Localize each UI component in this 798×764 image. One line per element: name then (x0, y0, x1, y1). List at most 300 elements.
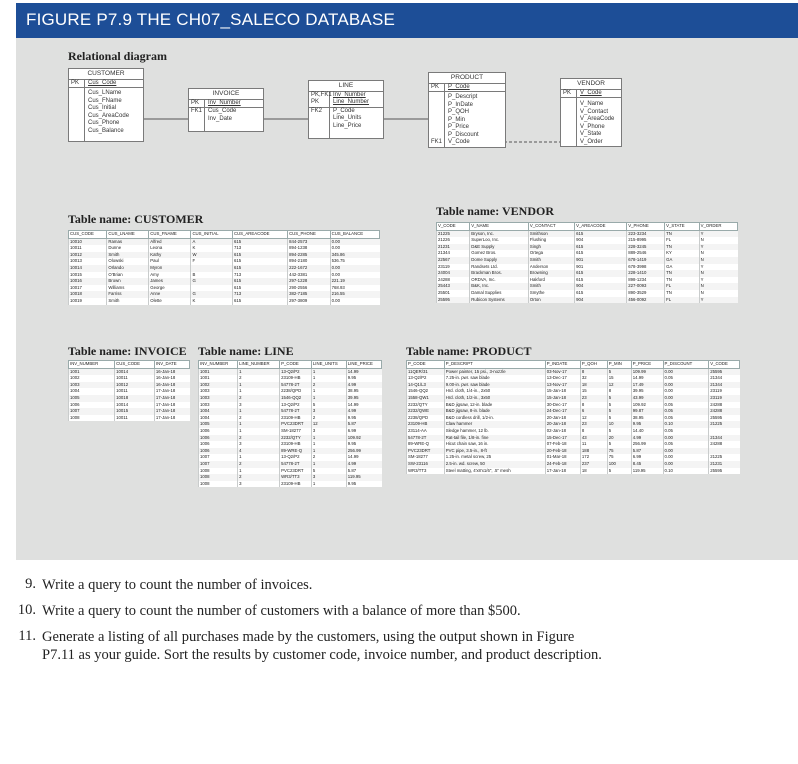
table-header-row (437, 223, 738, 231)
attr: V_AreaCode (580, 116, 615, 122)
table-row (199, 395, 382, 402)
table-cell: 290-2556 (288, 285, 331, 292)
column-header: CUS_PHONE (288, 231, 331, 239)
table-row (199, 468, 382, 475)
table-cell: FL (665, 297, 700, 304)
table-cell: James (149, 278, 191, 285)
table-cell: 23109-HB (280, 375, 312, 382)
table-row (199, 415, 382, 422)
table-cell: 89-WRE-Q (407, 441, 445, 448)
table-cell: 0.00 (330, 298, 379, 305)
table-cell: 20 (607, 435, 631, 442)
table-row (437, 283, 738, 290)
table-cell: 10019 (69, 298, 107, 305)
table-cell: ORDVA, Inc. (470, 277, 529, 284)
column-header: CUS_INITIAL (191, 231, 232, 239)
table-cell: 0.05 (663, 375, 709, 382)
table-cell: 39.95 (346, 395, 381, 402)
table-cell: 5 (607, 428, 631, 435)
table-cell: 615 (232, 238, 287, 245)
column-header: LINE_PRICE (346, 361, 381, 369)
table-cell: 894-2285 (288, 252, 331, 259)
question-text: Write a query to count the number of invoices. (42, 577, 313, 593)
attr: V_State (580, 131, 602, 137)
column-header: LINE_NUMBER (238, 361, 280, 369)
question-number: 11. (18, 628, 36, 644)
attr: P_QOH (448, 109, 470, 115)
table-cell: Olowski (107, 258, 149, 265)
table-row (407, 468, 740, 475)
table-cell: 615 (232, 285, 287, 292)
table-cell: TN (665, 270, 700, 277)
table-row (407, 441, 740, 448)
table-cell: SM-18277 (407, 454, 445, 461)
table-cell: 39.95 (631, 388, 663, 395)
table-row (199, 435, 382, 442)
table-cell: Hicut chain saw, 16 in. (444, 441, 545, 448)
table-row (437, 244, 738, 251)
table-cell: 1002 (199, 382, 238, 389)
table-cell: 1 (238, 468, 280, 475)
table-cell: 3 (238, 441, 280, 448)
column-header: P_CODE (280, 361, 312, 369)
table-cell: 109.92 (631, 402, 663, 409)
table-cell: 844-2573 (288, 238, 331, 245)
table-cell: 1003 (199, 395, 238, 402)
table-cell: Alfred (149, 238, 191, 245)
table-cell: 1 (238, 421, 280, 428)
table-header-row (199, 361, 382, 369)
table-cell: 1007 (69, 408, 115, 415)
table-cell: 5 (311, 468, 346, 475)
table-cell: 119.95 (346, 474, 381, 481)
table-cell: 24288 (709, 402, 740, 409)
table-cell: 4.99 (346, 382, 381, 389)
table-cell: 14-Q1/L3 (407, 382, 445, 389)
table-cell: 6.99 (346, 428, 381, 435)
table-cell: 89-WRE-Q (280, 448, 312, 455)
table-row (199, 408, 382, 415)
attr: Cus_Balance (88, 127, 124, 134)
entity-vendor (560, 78, 622, 147)
pk-label: PK (69, 80, 85, 88)
table-cell: 0.00 (663, 395, 709, 402)
table-cell: 23109-HB (280, 481, 312, 488)
table-cell: 382-7185 (288, 291, 331, 298)
table-cell: 256.99 (346, 448, 381, 455)
table-cell: 615 (575, 250, 627, 257)
table-cell: 1 (311, 441, 346, 448)
table-row (407, 415, 740, 422)
question-number: 9. (25, 576, 36, 592)
table-row (69, 298, 380, 305)
column-header: V_CODE (709, 361, 740, 369)
figure-header (16, 3, 798, 38)
table-cell: Singh (528, 244, 574, 251)
table-cell: SW-23116 (407, 461, 445, 468)
table-cell: Flushing (528, 237, 574, 244)
table-cell: 1 (311, 448, 346, 455)
table-cell: Brown (107, 278, 149, 285)
table-cell: 215-8995 (627, 237, 665, 244)
table-cell: 1008 (69, 415, 115, 422)
table-cell: 1002 (69, 375, 115, 382)
table-row (199, 402, 382, 409)
table-cell: 1001 (199, 368, 238, 375)
table-cell: GA (665, 257, 700, 264)
table-cell: 23109-HB (407, 421, 445, 428)
table-cell: 10013 (69, 258, 107, 265)
table-cell: Randsets Ltd. (470, 264, 529, 271)
table-cell: 10012 (69, 252, 107, 259)
table-cell: Hakford (528, 277, 574, 284)
table-cell: 1 (238, 382, 280, 389)
table-cell: 25501 (437, 290, 470, 297)
entity-name: VENDOR (561, 79, 621, 90)
table-header-row (407, 361, 740, 369)
table-cell: 24288 (437, 277, 470, 284)
table-cell: 3 (238, 481, 280, 488)
table-cell: 21231 (437, 244, 470, 251)
table-cell: 10 (607, 421, 631, 428)
question-number: 10. (17, 602, 36, 618)
table-cell: Smith (528, 257, 574, 264)
table-cell: Steel matting, 4'x8'x1/6", .5" mesh (444, 468, 545, 475)
table-cell: 23109-HB (280, 441, 312, 448)
attr: V_Phone (580, 123, 605, 130)
table-cell: 678-1419 (627, 257, 665, 264)
attr: V_Order (580, 138, 603, 145)
table-row (69, 408, 190, 415)
table-cell: 1005 (69, 395, 115, 402)
pk-attr: Inv_Number Line_Number (333, 91, 370, 105)
table-row (199, 474, 382, 481)
table-cell: 13-Nov-17 (545, 382, 580, 389)
table-cell: 20-Jan-18 (545, 421, 580, 428)
column-header: V_STATE (665, 223, 700, 231)
table-cell: Y (699, 297, 737, 304)
table-cell: N (699, 290, 737, 297)
table-cell: 6.99 (631, 454, 663, 461)
attr: P_Code (333, 107, 355, 114)
table-cell: 1546-QQ2 (280, 395, 312, 402)
table-cell: SM-18277 (280, 428, 312, 435)
table-cell: B&D cordless drill, 1/2-in. (444, 415, 545, 422)
table-cell: 15 (607, 375, 631, 382)
attr: Cus_Initial (88, 105, 117, 111)
table-cell: Smythe (528, 290, 574, 297)
table-cell: 713 (232, 272, 287, 279)
table-cell: 5 (311, 402, 346, 409)
table-cell: 2.5-in. wd. screw, 50 (444, 461, 545, 468)
table-row (199, 448, 382, 455)
table-cell: 1 (238, 368, 280, 375)
table-cell: 11QER/31 (407, 368, 445, 375)
table-cell: 17-Jan-18 (154, 408, 189, 415)
table-cell: 25443 (437, 283, 470, 290)
table-cell: 1005 (199, 421, 238, 428)
column-header: LINE_UNITS (311, 361, 346, 369)
table-cell: 10011 (69, 245, 107, 252)
table-cell: 188 (580, 448, 607, 455)
table-cell: 536.75 (330, 258, 379, 265)
table-cell: 1006 (199, 428, 238, 435)
table-row (437, 277, 738, 284)
table-cell: 5 (607, 402, 631, 409)
customer-table-title: Table name: CUSTOMER (68, 212, 204, 226)
table-row (407, 428, 740, 435)
attr: Inv_Date (208, 115, 233, 122)
table-cell: 221.19 (330, 278, 379, 285)
table-cell: 9.95 (346, 415, 381, 422)
table-cell: 18 (580, 468, 607, 475)
table-row (407, 448, 740, 455)
table-cell: 1 (238, 408, 280, 415)
table-cell: 713 (232, 245, 287, 252)
table-cell: 10015 (69, 272, 107, 279)
table-row (407, 395, 740, 402)
table-cell: TN (665, 290, 700, 297)
table-cell: 4.99 (346, 408, 381, 415)
table-cell: 20-Jan-18 (545, 415, 580, 422)
table-cell: 4 (238, 448, 280, 455)
attr: P_Min (448, 116, 466, 123)
table-row (407, 375, 740, 382)
fk-label: FK1 (431, 139, 443, 145)
pk-attr: V_Code (580, 89, 602, 96)
table-cell (709, 448, 740, 455)
table-row (69, 238, 380, 245)
table-cell: 2232/QWE (407, 408, 445, 415)
table-cell: 23 (580, 421, 607, 428)
table-cell: 14.99 (346, 454, 381, 461)
table-cell: 54778-2T (407, 435, 445, 442)
table-row (69, 415, 190, 422)
table-cell: 14.40 (631, 428, 663, 435)
table-cell: 1 (311, 375, 346, 382)
table-cell: 13-Q2/P2 (280, 402, 312, 409)
table-cell: 3 (311, 474, 346, 481)
table-cell: PVC pipe, 3.5-in., 8-ft (444, 448, 545, 455)
table-cell: 904 (575, 283, 627, 290)
table-cell: 1008 (199, 468, 238, 475)
table-cell: 5 (607, 395, 631, 402)
pk-label: PK (429, 84, 445, 92)
table-cell: 38.95 (346, 388, 381, 395)
table-cell: 5 (607, 468, 631, 475)
table-cell: 15-Jan-18 (545, 388, 580, 395)
table-cell: 6 (580, 408, 607, 415)
table-cell: 1003 (199, 402, 238, 409)
attr: Cus_Phone (88, 120, 120, 126)
table-row (199, 382, 382, 389)
table-cell: 890-3529 (627, 290, 665, 297)
table-row (69, 278, 380, 285)
table-cell: 0.00 (663, 382, 709, 389)
table-cell: 0.00 (663, 388, 709, 395)
column-header: V_CODE (437, 223, 470, 231)
column-header: V_AREACODE (575, 223, 627, 231)
table-cell: SuperLoo, Inc. (470, 237, 529, 244)
column-header: INV_NUMBER (69, 361, 115, 369)
column-header: V_CONTACT (528, 223, 574, 231)
table-cell: 615 (232, 298, 287, 305)
table-cell: GA (665, 264, 700, 271)
table-row (69, 388, 190, 395)
table-row (69, 375, 190, 382)
vendor-table-title: Table name: VENDOR (436, 204, 555, 218)
table-cell: 1004 (199, 415, 238, 422)
column-header: V_NAME (470, 223, 529, 231)
table-cell: 21225 (709, 421, 740, 428)
attr: Cus_LName (88, 90, 122, 96)
attr: P_Descript (448, 94, 478, 100)
table-cell: 1001 (69, 368, 115, 375)
table-cell: 5 (607, 441, 631, 448)
table-cell: 1006 (69, 402, 115, 409)
table-cell: 1003 (199, 388, 238, 395)
table-cell: 21344 (709, 435, 740, 442)
table-cell: 1004 (199, 408, 238, 415)
table-cell: Rubicon Systems (470, 297, 529, 304)
table-cell: Orton (528, 297, 574, 304)
table-cell: 7.25-in. pwr. saw blade (444, 375, 545, 382)
table-cell: 1 (311, 435, 346, 442)
table-cell: 0.05 (663, 415, 709, 422)
attr: V_Contact (580, 108, 609, 115)
table-cell: 2 (238, 461, 280, 468)
table-cell: 297-3809 (288, 298, 331, 305)
table-cell: 228-3245 (627, 244, 665, 251)
table-cell: 4.99 (346, 461, 381, 468)
table-cell: 901 (575, 257, 627, 264)
table-cell (709, 428, 740, 435)
table-cell: 13-Dec-17 (545, 375, 580, 382)
table-cell: 0.00 (663, 435, 709, 442)
table-cell: 10011 (115, 375, 155, 382)
table-row (407, 421, 740, 428)
table-cell: 0.00 (663, 448, 709, 455)
table-cell: 16-Jan-18 (154, 375, 189, 382)
table-cell: 23 (580, 395, 607, 402)
table-cell: Leona (149, 245, 191, 252)
table-cell: 5.87 (631, 448, 663, 455)
table-cell: Myron (149, 265, 191, 272)
table-cell: George (149, 285, 191, 292)
table-cell: 24-Dec-17 (545, 408, 580, 415)
table-cell: 9.95 (346, 441, 381, 448)
table-cell: 0.00 (663, 368, 709, 375)
table-row (199, 368, 382, 375)
table-cell: 615 (575, 277, 627, 284)
table-cell: 1008 (199, 474, 238, 481)
table-cell: 75 (607, 454, 631, 461)
table-row (199, 375, 382, 382)
table-cell: B&K, Inc. (470, 283, 529, 290)
table-cell: 24288 (709, 408, 740, 415)
table-cell: FL (665, 237, 700, 244)
table-row (199, 481, 382, 488)
table-cell: 8 (580, 368, 607, 375)
column-header: CUS_BALANCE (330, 231, 379, 239)
table-cell: FL (665, 283, 700, 290)
table-cell: 15-Jan-18 (545, 395, 580, 402)
table-cell: 1 (311, 388, 346, 395)
vendor-table (436, 222, 738, 303)
table-cell: Amy (149, 272, 191, 279)
table-cell: WR3/TT3 (407, 468, 445, 475)
table-cell: 5 (607, 368, 631, 375)
table-row (69, 272, 380, 279)
table-cell: 01-Mar-18 (545, 454, 580, 461)
table-cell: PVC23DRT (280, 468, 312, 475)
table-cell: Y (699, 264, 737, 271)
column-header: P_CODE (407, 361, 445, 369)
table-cell: 22567 (437, 257, 470, 264)
table-cell: 10012 (115, 382, 155, 389)
table-cell: 21344 (437, 250, 470, 257)
table-cell: 904 (575, 297, 627, 304)
table-cell: Dunne (107, 245, 149, 252)
table-cell: 615 (575, 270, 627, 277)
table-cell: 03-Nov-17 (545, 368, 580, 375)
table-row (407, 382, 740, 389)
table-row (437, 257, 738, 264)
table-cell: 38.95 (631, 415, 663, 422)
table-row (199, 388, 382, 395)
table-cell: Damal Supplies (470, 290, 529, 297)
entity-customer (68, 68, 144, 142)
table-cell: 1006 (199, 448, 238, 455)
column-header: CUS_CODE (69, 231, 107, 239)
table-cell: Smithson (528, 230, 574, 237)
table-cell: 256.99 (631, 441, 663, 448)
table-cell: 02-Jan-18 (545, 428, 580, 435)
table-cell: WR3/TT3 (280, 474, 312, 481)
table-cell (191, 285, 232, 292)
table-row (69, 245, 380, 252)
table-cell: 615 (575, 244, 627, 251)
table-cell: 07-Feb-18 (545, 441, 580, 448)
attr: V_Code (448, 139, 470, 145)
fk-label: FK1 (189, 108, 205, 131)
table-cell: B&D jigsaw, 8-in. blade (444, 408, 545, 415)
table-cell: 904 (575, 237, 627, 244)
table-cell: W (191, 252, 232, 259)
table-cell: 10015 (115, 408, 155, 415)
table-row (199, 454, 382, 461)
table-cell: Paul (149, 258, 191, 265)
table-row (407, 368, 740, 375)
table-cell: 23119 (709, 395, 740, 402)
table-row (407, 461, 740, 468)
table-cell: 894-1238 (288, 245, 331, 252)
table-cell: 2232/QTY (407, 402, 445, 409)
table-cell: 1 (238, 388, 280, 395)
table-cell: 1 (238, 454, 280, 461)
table-cell: TN (665, 230, 700, 237)
pk-label: PK (189, 100, 205, 108)
table-cell: F (191, 258, 232, 265)
table-cell: 18 (580, 382, 607, 389)
table-cell: 297-1228 (288, 278, 331, 285)
table-row (69, 368, 190, 375)
customer-table (68, 230, 380, 305)
entity-line (308, 80, 384, 139)
column-header: P_MIN (607, 361, 631, 369)
table-cell: 17-Jan-18 (154, 388, 189, 395)
table-cell: 0.05 (663, 428, 709, 435)
